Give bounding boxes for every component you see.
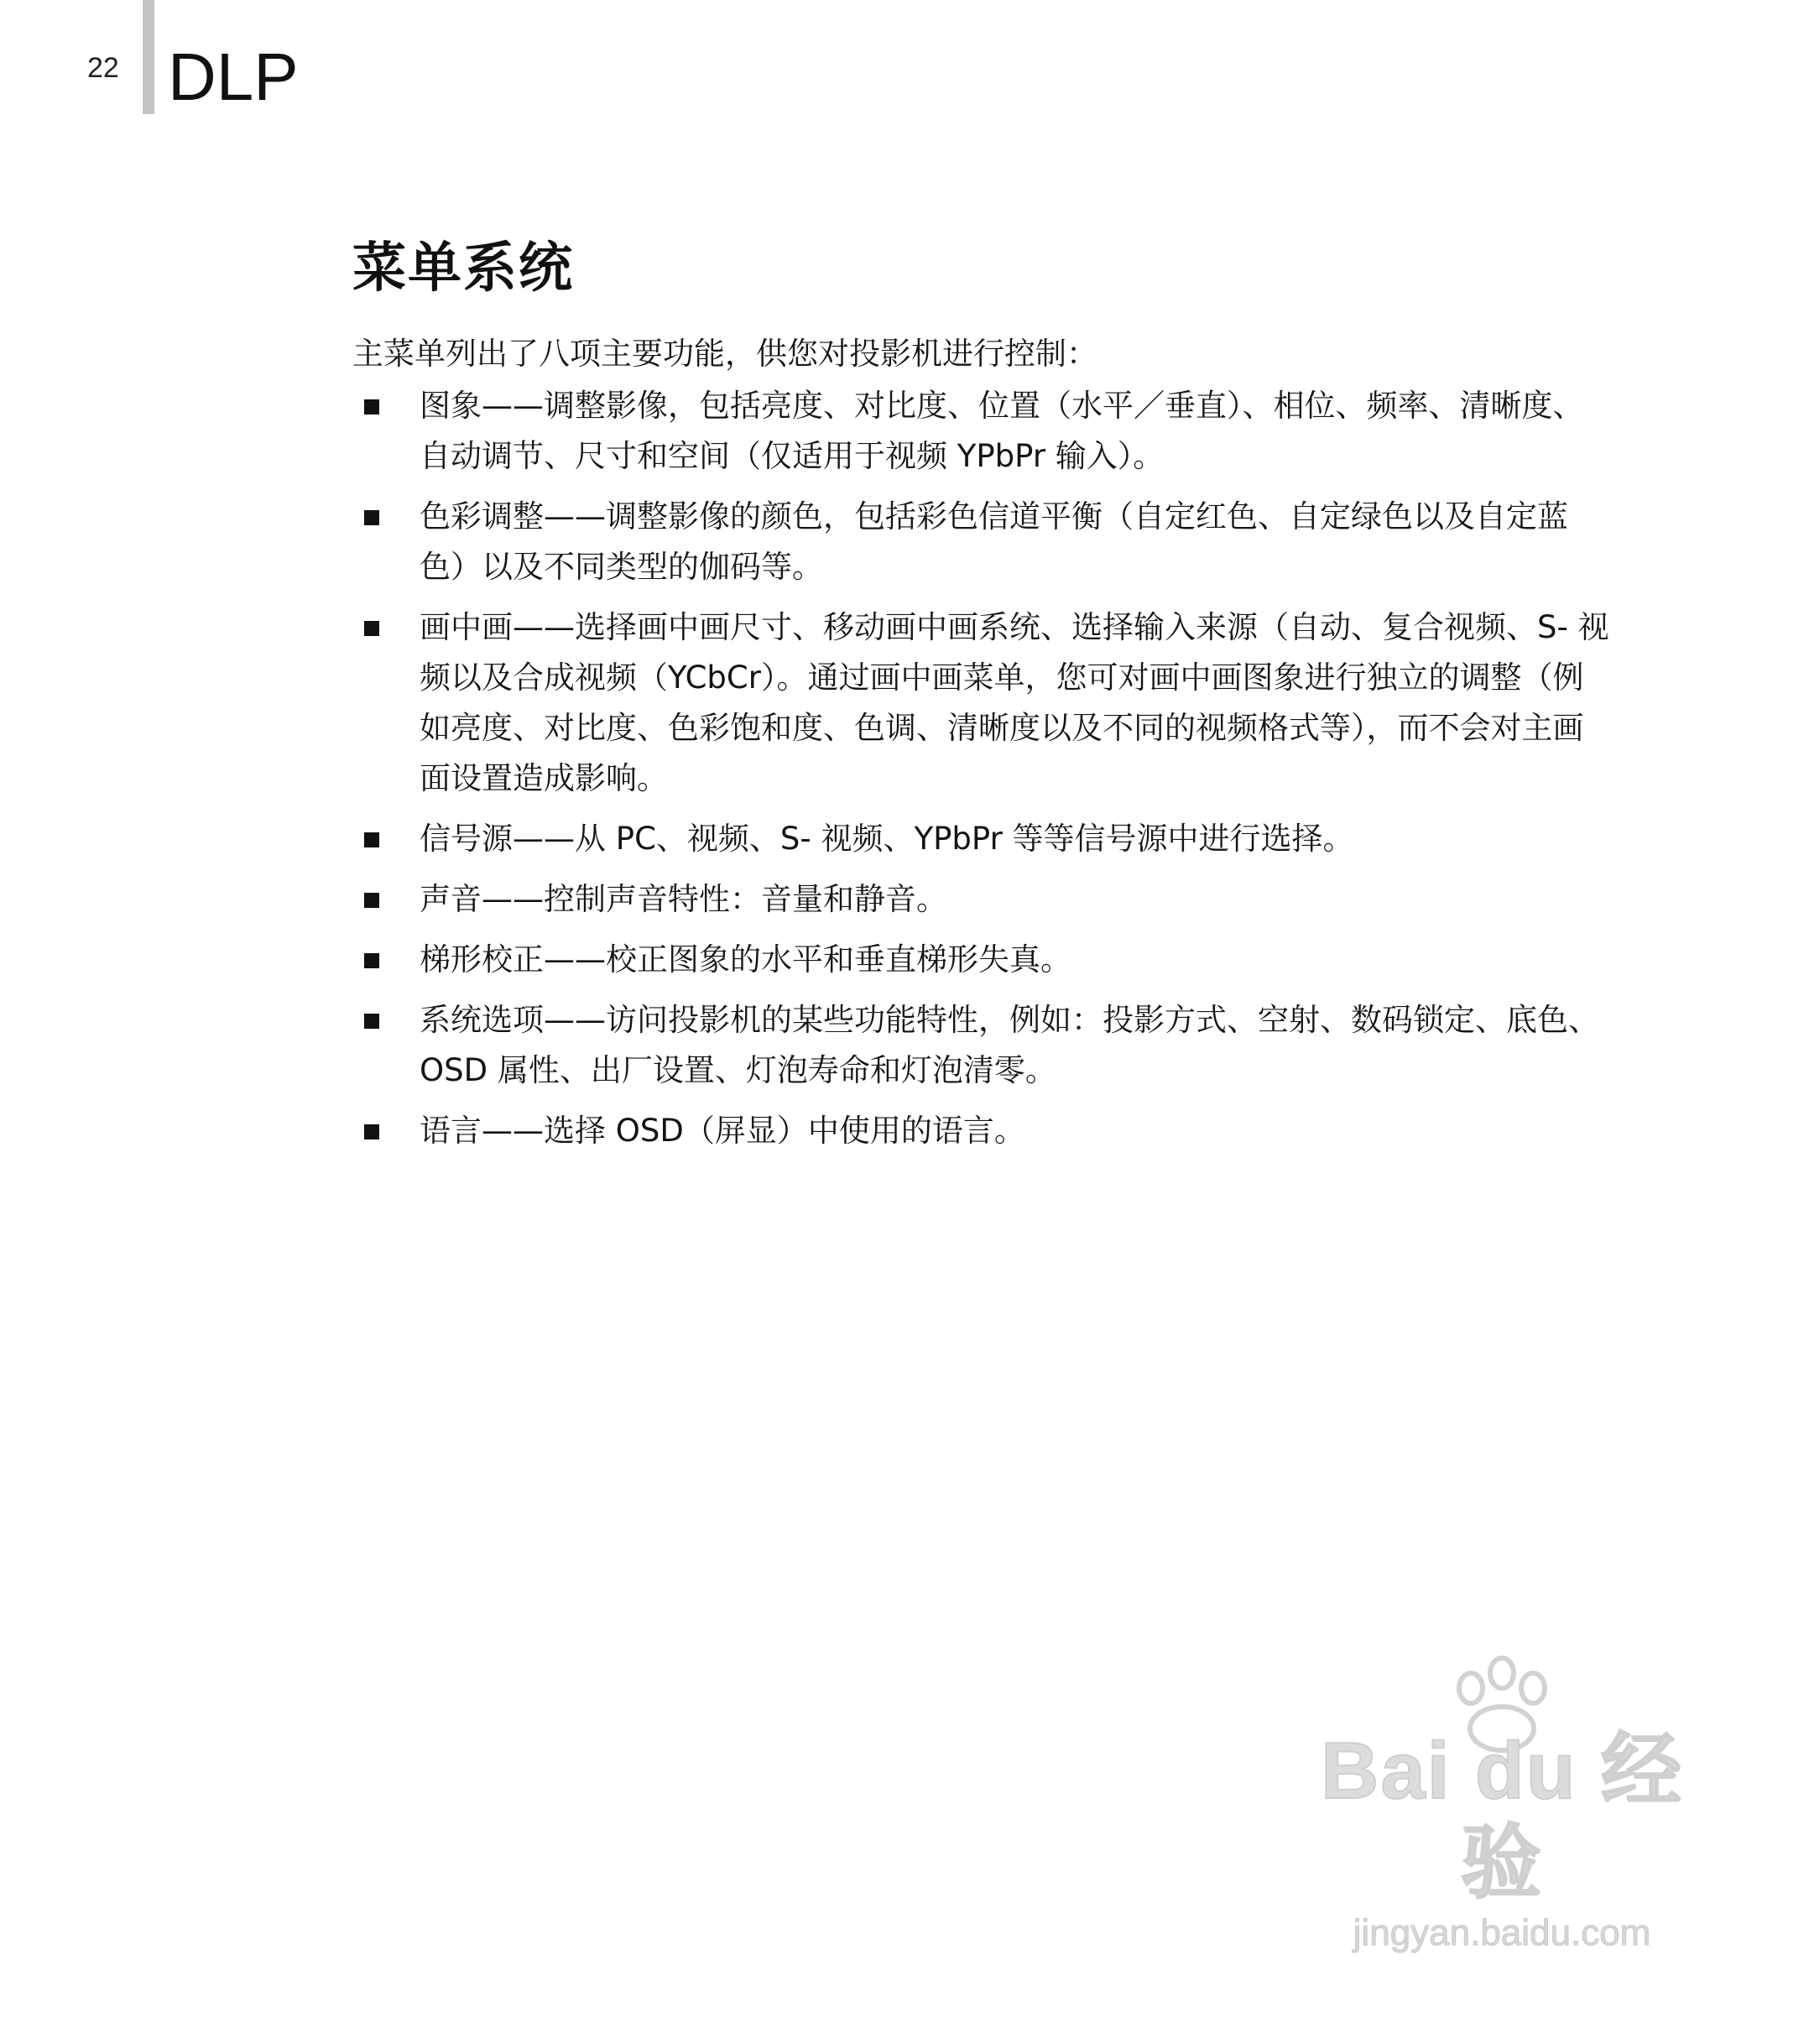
- header-title: DLP: [168, 39, 299, 114]
- watermark-url: jingyan.baidu.com: [1353, 1912, 1651, 1953]
- bullet-icon: [364, 893, 379, 908]
- bullet-icon: [364, 621, 379, 636]
- list-item: [352, 381, 1611, 482]
- section-title: 菜单系统: [352, 237, 574, 300]
- header-bar: [143, 0, 154, 114]
- list-item-text: 系统选项——访问投影机的某些功能特性，例如：投影方式、空射、数码锁定、底色、OSD 属性、出厂设置、灯泡寿命和灯泡清零。: [420, 1002, 1599, 1088]
- main-content: [352, 235, 1611, 1166]
- list-item: [352, 935, 1611, 985]
- list-item: [352, 814, 1611, 864]
- list-item-text: 语言——选择 OSD（屏显）中使用的语言。: [420, 1113, 1025, 1149]
- list-item-text: 画中画——选择画中画尺寸、移动画中画系统、选择输入来源（自动、复合视频、S- 视频以及合成视频（YCbCr）。通过画中画菜单，您可对画中画图象进行独立的调整（例如亮度、对比度、色彩饱和度、色调、清晰度以及不同的视频格式等），而不会对主画面设置造成影响。: [420, 609, 1609, 796]
- list-item-text: 梯形校正——校正图象的水平和垂直梯形失真。: [420, 941, 1071, 978]
- list-item-text: 色彩调整——调整影像的颜色，包括彩色信道平衡（自定红色、自定绿色以及自定蓝色）以及不同类型的伽码等。: [420, 498, 1568, 585]
- watermark-logo-text: Bai du 经验: [1320, 1726, 1683, 1908]
- bullet-icon: [364, 510, 379, 525]
- list-item: [352, 874, 1611, 925]
- bullet-icon: [364, 1124, 379, 1139]
- list-item-text: 信号源——从 PC、视频、S- 视频、YPbPr 等等信号源中进行选择。: [420, 821, 1354, 857]
- baidu-watermark: [1292, 1655, 1712, 1957]
- page-number: 22: [87, 52, 119, 84]
- list-item: [352, 492, 1611, 592]
- list-item: [352, 995, 1611, 1096]
- list-item: [352, 602, 1611, 804]
- bullet-icon: [364, 399, 379, 415]
- bullet-icon: [364, 953, 379, 968]
- list-item-text: 图象——调整影像，包括亮度、对比度、位置（水平／垂直）、相位、频率、清晰度、自动调节、尺寸和空间（仅适用于视频 YPbPr 输入）。: [420, 388, 1584, 474]
- list-item-text: 声音——控制声音特性：音量和静音。: [420, 881, 947, 917]
- intro-paragraph: 主菜单列出了八项主要功能，供您对投影机进行控制：: [352, 336, 1097, 372]
- feature-list: [352, 381, 1611, 1156]
- bullet-icon: [364, 1014, 379, 1029]
- bullet-icon: [364, 832, 379, 847]
- list-item: [352, 1106, 1611, 1156]
